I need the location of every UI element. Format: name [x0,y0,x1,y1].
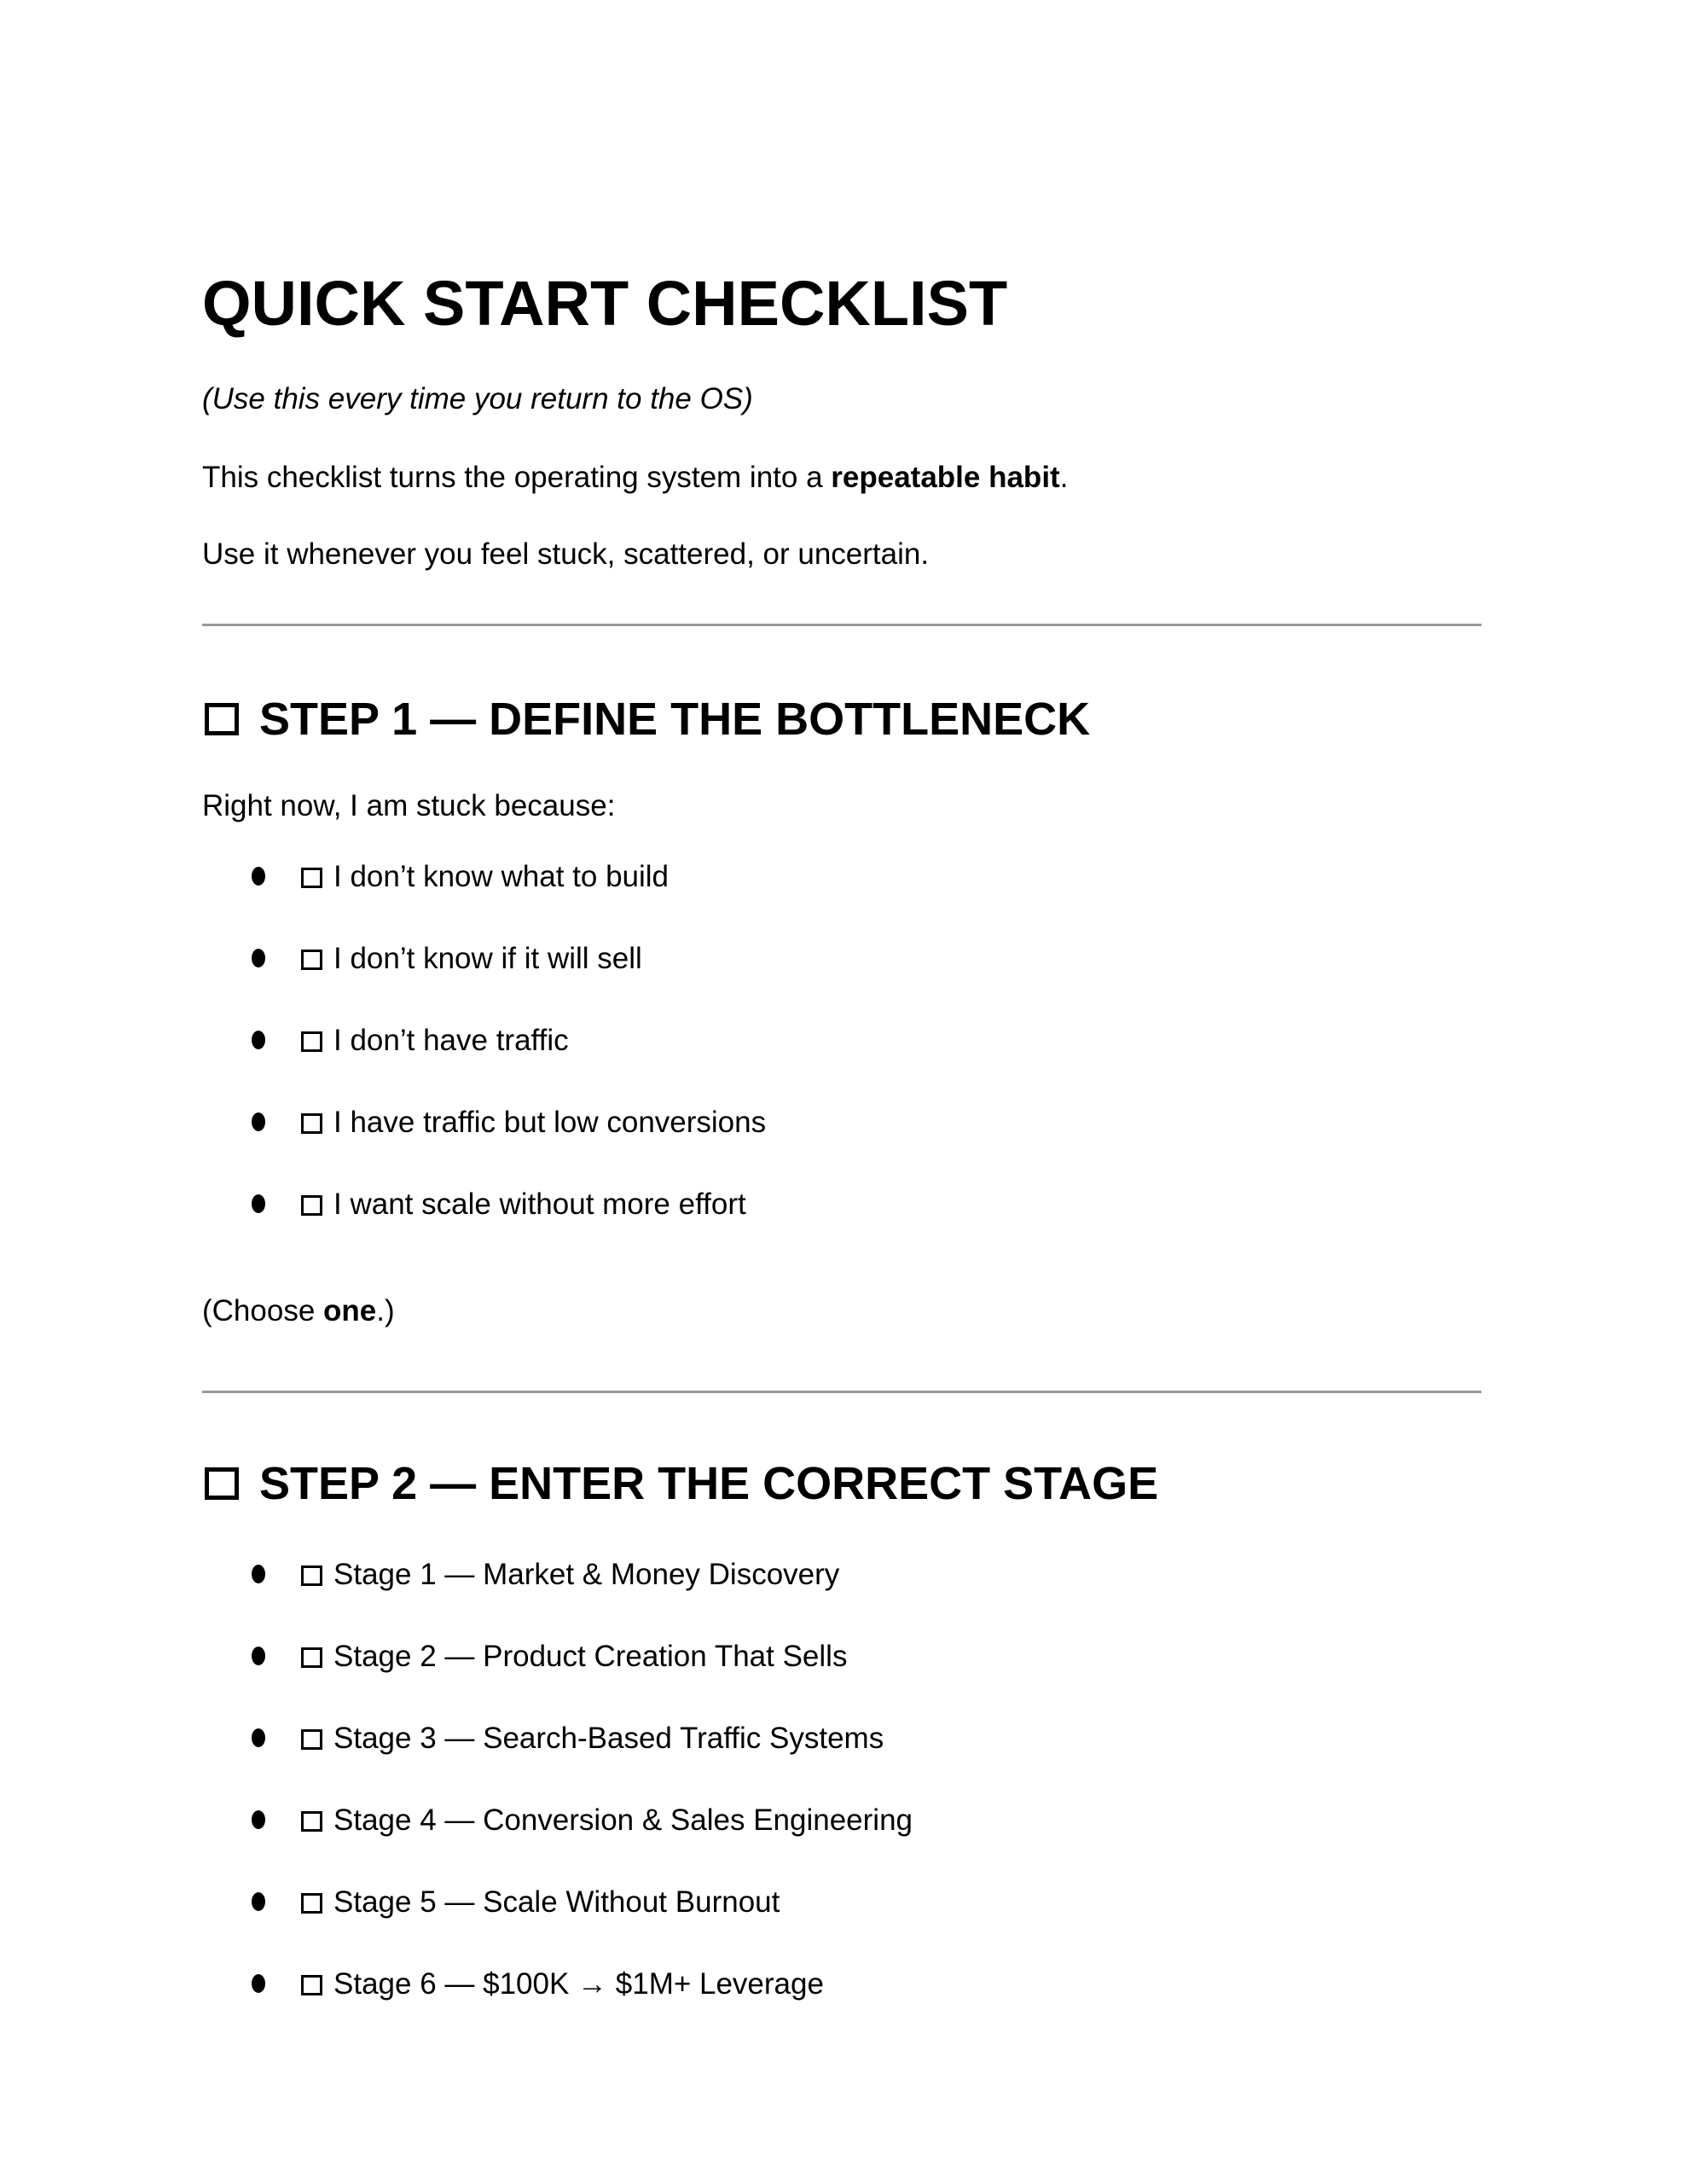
checkbox-icon[interactable] [301,1647,322,1668]
document-title: QUICK START CHECKLIST [202,268,1008,339]
step2-heading-text: STEP 2 — ENTER THE CORRECT STAGE [259,1458,1159,1509]
step1-heading [202,691,1481,748]
checkbox-icon[interactable] [205,1467,239,1500]
intro-bold-text: repeatable habit [831,461,1060,494]
step1-prompt: Right now, I am stuck because: [202,789,616,822]
stage-text: Stage 6 — $100K → $1M+ Leverage [333,1967,824,2001]
option-text: I don’t know what to build [333,860,670,893]
list-item [202,1800,1481,1840]
option-text: I have traffic but low conversions [333,1106,767,1139]
checkbox-icon[interactable] [301,1811,322,1832]
horizontal-rule [202,1391,1481,1393]
intro-text: This checklist turns the operating system into a [202,461,832,494]
checkbox-icon[interactable] [301,950,322,970]
stage-text: Stage 4 — Conversion & Sales Engineering [333,1804,913,1837]
list-item [202,1020,1481,1060]
list-item [202,857,1481,897]
intro-period: . [1059,461,1069,494]
bullet-icon [252,1565,265,1583]
bullet-icon [252,1194,265,1213]
choose-one-note [202,1291,1481,1331]
stage-text: Stage 5 — Scale Without Burnout [333,1885,780,1919]
checkbox-icon[interactable] [301,1975,322,1995]
step2-heading [202,1455,1481,1513]
checkbox-icon[interactable] [301,1031,322,1052]
choose-bold: one [323,1294,377,1327]
bullet-icon [252,949,265,967]
option-text: I don’t know if it will sell [333,942,642,975]
list-item [202,1718,1481,1758]
bullet-icon [252,1892,265,1911]
step1-heading-text: STEP 1 — DEFINE THE BOTTLENECK [259,694,1091,745]
checkbox-icon[interactable] [301,1729,322,1750]
when-to-use-paragraph: Use it whenever you feel stuck, scattered, or uncertain. [202,537,930,571]
checkbox-icon[interactable] [301,868,322,888]
list-item [202,1102,1481,1142]
bullet-icon [252,1031,265,1049]
checkbox-icon[interactable] [301,1893,322,1914]
list-item [202,1184,1481,1224]
bullet-icon [252,1728,265,1747]
stage-text: Stage 3 — Search-Based Traffic Systems [333,1722,884,1755]
bullet-icon [252,1647,265,1665]
option-text: I want scale without more effort [333,1188,746,1221]
bullet-icon [252,1810,265,1829]
bullet-icon [252,867,265,886]
checkbox-icon[interactable] [301,1195,322,1216]
list-item [202,1554,1481,1594]
usage-note: (Use this every time you return to the OS) [202,382,753,415]
choose-post: .) [376,1294,395,1327]
stage-text: Stage 1 — Market & Money Discovery [333,1558,840,1591]
list-item [202,938,1481,979]
checkbox-icon[interactable] [301,1113,322,1134]
bullet-icon [252,1112,265,1131]
stage-text: Stage 2 — Product Creation That Sells [333,1640,848,1673]
list-item [202,1636,1481,1676]
list-item [202,1964,1481,2004]
checkbox-icon[interactable] [301,1565,322,1586]
checkbox-icon[interactable] [205,703,239,735]
list-item [202,1882,1481,1922]
horizontal-rule [202,624,1481,626]
choose-pre: (Choose [202,1294,324,1327]
option-text: I don’t have traffic [333,1024,569,1057]
intro-paragraph [202,457,1481,497]
bullet-icon [252,1974,265,1993]
